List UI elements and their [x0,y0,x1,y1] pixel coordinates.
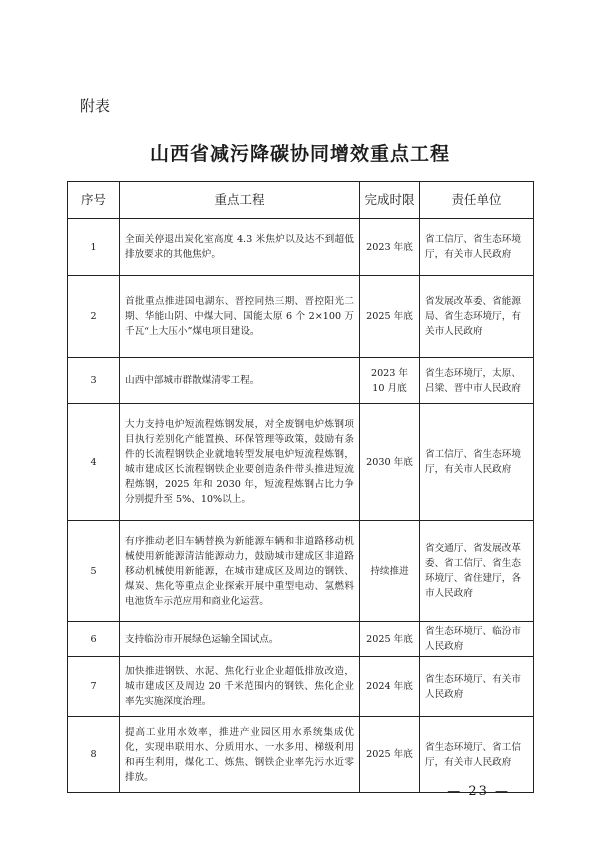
row-deadline: 2023 年底 [360,219,420,276]
header-deadline: 完成时限 [360,182,420,219]
table-row [68,657,534,717]
key-projects-table [67,181,534,793]
table-row [68,276,534,358]
row-responsible: 省工信厅、省生态环境厅，有关市人民政府 [420,219,534,276]
row-project: 支持临汾市开展绿色运输全国试点。 [120,622,360,657]
row-responsible: 省生态环境厅、有关市人民政府 [420,657,534,717]
table-row [68,521,534,622]
header-responsible: 责任单位 [420,182,534,219]
page-title: 山西省减污降碳协同增效重点工程 [149,143,450,165]
row-number: 3 [68,358,120,404]
row-number: 8 [68,717,120,793]
row-deadline: 2025 年底 [360,622,420,657]
row-responsible: 省发展改革委、省能源局、省生态环境厅，有关市人民政府 [420,276,534,358]
row-responsible: 省生态环境厅、临汾市人民政府 [420,622,534,657]
row-deadline: 2023 年 10 月底 [360,358,420,404]
row-project: 加快推进钢铁、水泥、焦化行业企业超低排放改造，城市建成区及周边 20 千米范围内的钢铁、焦化企业率先实施深度治理。 [120,657,360,717]
row-responsible: 省生态环境厅，太原、吕梁、晋中市人民政府 [420,358,534,404]
row-number: 4 [68,404,120,521]
row-project: 提高工业用水效率，推进产业园区用水系统集成优化，实现串联用水、分质用水、一水多用、梯级利用和再生利用，煤化工、炼焦、钢铁企业率先污水近零排放。 [120,717,360,793]
header-no: 序号 [68,182,120,219]
row-deadline: 持续推进 [360,521,420,622]
appendix-label: 附表 [80,97,111,115]
table-row [68,717,534,793]
row-project: 大力支持电炉短流程炼钢发展，对全废钢电炉炼钢项目执行差别化产能置换、环保管理等政策，鼓励有条件的长流程钢铁企业就地转型发展电炉短流程炼钢，城市建成区长流程钢铁企业要创造条件带头推进短流程炼钢，2025 年和 2030 年，短流程炼钢占比力争分别提升至 5%、10%以上。 [120,404,360,521]
table-row [68,404,534,521]
table-header-row [68,182,534,219]
row-responsible: 省工信厅、省生态环境厅，有关市人民政府 [420,404,534,521]
row-deadline: 2030 年底 [360,404,420,521]
row-responsible: 省交通厅、省发展改革委、省工信厅、省生态环境厅、省住建厅，各市人民政府 [420,521,534,622]
row-project: 有序推动老旧车辆替换为新能源车辆和非道路移动机械使用新能源清洁能源动力，鼓励城市建成区非道路移动机械使用新能源，在城市建成区及周边的钢铁、煤炭、焦化等重点企业探索开展中重型电动、氢燃料电池货车示范应用和商业化运营。 [120,521,360,622]
row-deadline: 2025 年底 [360,276,420,358]
header-project: 重点工程 [120,182,360,219]
row-number: 5 [68,521,120,622]
table-row [68,358,534,404]
row-deadline: 2025 年底 [360,717,420,793]
row-number: 1 [68,219,120,276]
row-project: 全面关停退出炭化室高度 4.3 米焦炉以及达不到超低排放要求的其他焦炉。 [120,219,360,276]
row-project: 山西中部城市群散煤清零工程。 [120,358,360,404]
table-row [68,622,534,657]
table-row [68,219,534,276]
row-number: 2 [68,276,120,358]
row-number: 7 [68,657,120,717]
page-number: — 23 — [447,784,510,799]
row-responsible: 省生态环境厅、省工信厅，有关市人民政府 [420,717,534,793]
row-deadline: 2024 年底 [360,657,420,717]
row-number: 6 [68,622,120,657]
row-project: 首批重点推进国电湖东、晋控同热三期、晋控阳光二期、华能山阴、中煤大同、国能太原 6 个 2×100 万千瓦“上大压小”煤电项目建设。 [120,276,360,358]
